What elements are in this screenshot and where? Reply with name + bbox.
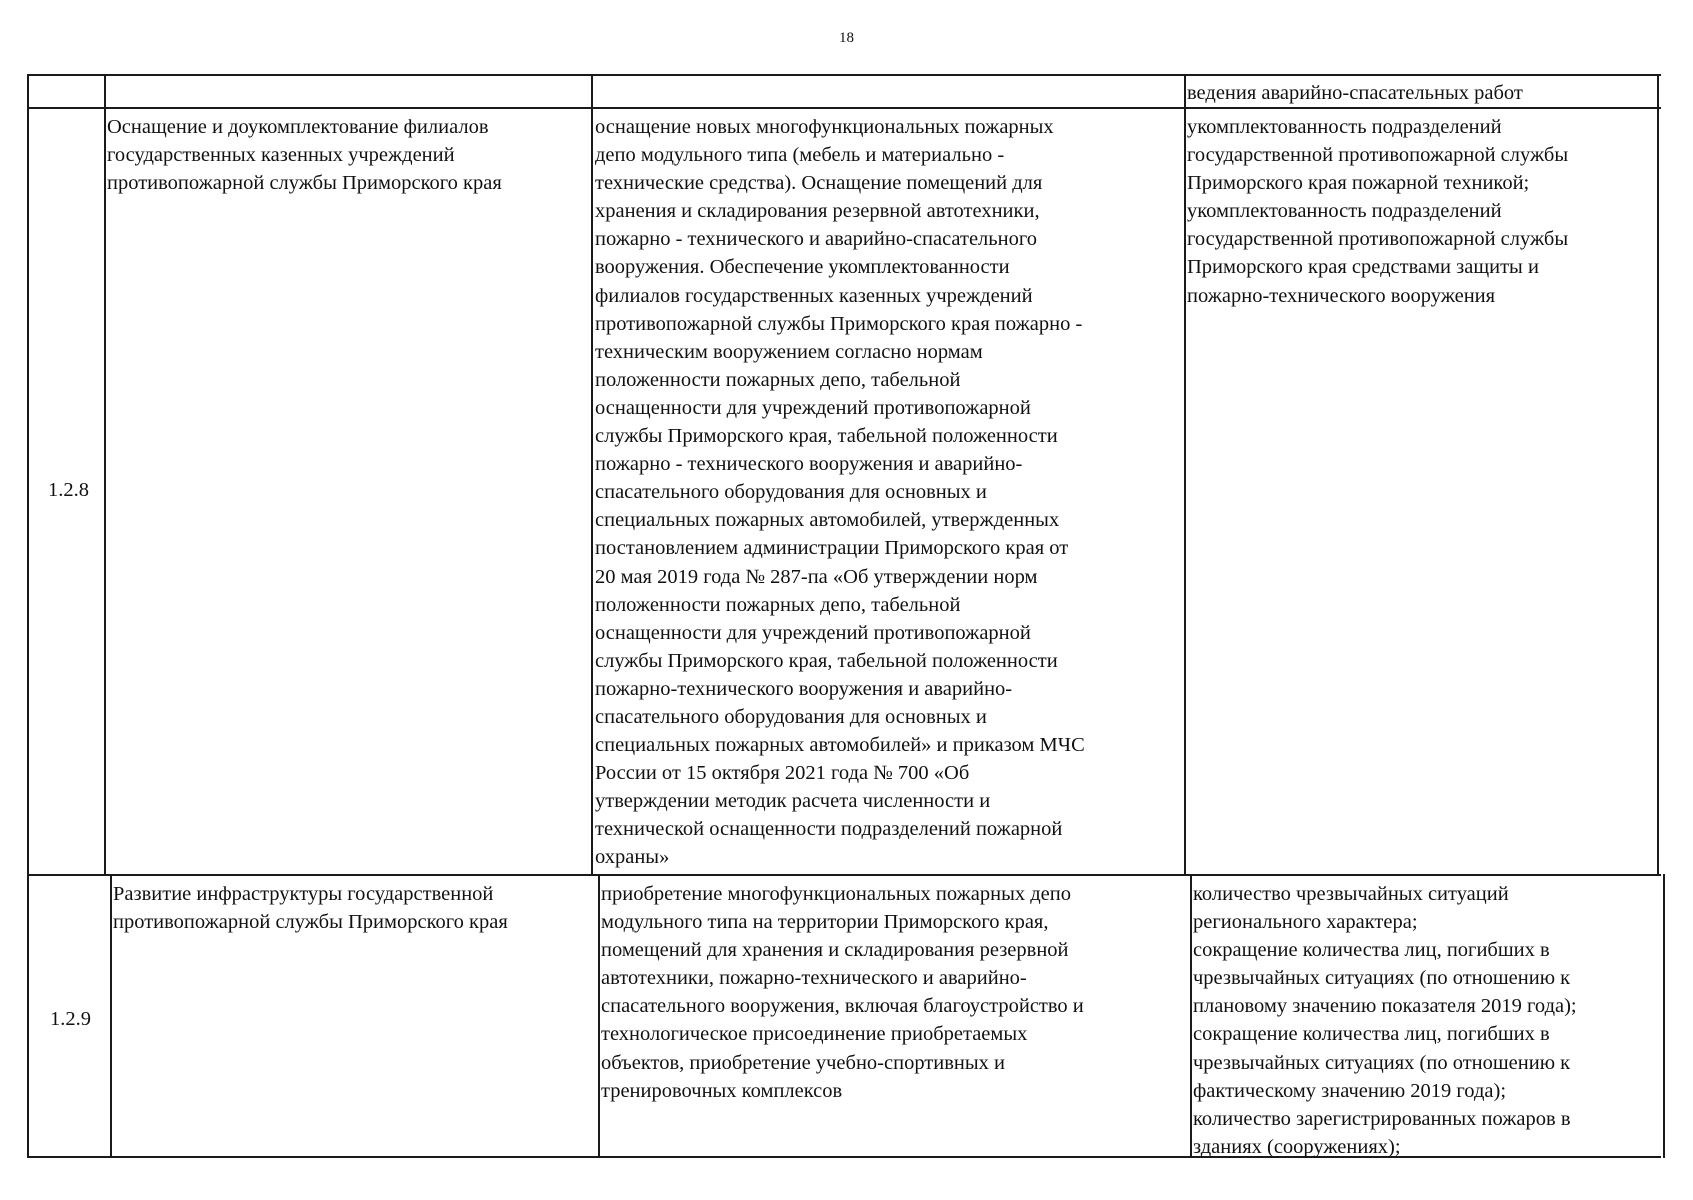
row-divider <box>27 107 1661 109</box>
row-number: 1.2.9 <box>50 1008 91 1030</box>
table-border-right <box>1657 74 1659 876</box>
activity-content: приобретение многофункциональных пожарных депо модульного типа на территории Приморского края, помещений для хранения и складирования резервной автотехники, пожарно-технического и аварийно- спасательного вооружения, включая благоустройство и технологическое присоединение приобретаемых объектов, приобретение учебно-спортивных и тренировочных комплексов <box>601 883 1084 1102</box>
row-number: 1.2.8 <box>48 479 89 501</box>
column-divider <box>1190 874 1192 1158</box>
page-number: 18 <box>839 30 854 46</box>
activity-indicators: укомплектованность подразделений государственной противопожарной службы Приморского края пожарной техникой; укомплектованность подразделений государственной противопожарной службы Приморского края средствами защиты и пожарно-технического вооружения <box>1187 116 1569 307</box>
column-divider <box>1184 74 1186 876</box>
row-continued-indicators: ведения аварийно-спасательных работ <box>1187 82 1523 104</box>
column-divider <box>104 74 106 876</box>
activity-name: Оснащение и доукомплектование филиалов государственных казенных учреждений противопожарной службы Приморского края <box>107 116 502 195</box>
table-border-left <box>27 74 29 1158</box>
activity-indicators: количество чрезвычайных ситуаций регионального характера; сокращение количества лиц, погибших в чрезвычайных ситуациях (по отношению к плановому значению показателя 2019 года); сокращение количества лиц, погибших в чрезвычайных ситуациях (по отношению к фактическому значению 2019 года); количество зарегистрированных пожаров в зданиях (сооружениях); <box>1193 883 1577 1158</box>
column-divider <box>598 874 600 1158</box>
table-border-right <box>1663 874 1665 1158</box>
column-divider <box>110 874 112 1158</box>
activity-name: Развитие инфраструктуры государственной противопожарной службы Приморского края <box>113 883 508 934</box>
column-divider <box>591 74 593 876</box>
row-divider <box>27 874 1661 876</box>
activity-content: оснащение новых многофункциональных пожарных депо модульного типа (мебель и материально - технические средства). Оснащение помещений для хранения и складирования резервной автотехники, пожарно - технического и аварийно-спасательного вооружения. Обеспечение укомплектованности филиалов государственных казенных учреждений противопожарной службы Приморского края пожарно - техническим вооружением согласно нормам положенности пожарных депо, табельной оснащенности для учреждений противопожарной службы Приморского края, табельной положенности пожарно - технического вооружения и аварийно- спасательного оборудования для основных и специальных пожарных автомобилей, утвержденных постановлением администрации Приморского края от 20 мая 2019 года № 287-па «Об утверждении норм положенности пожарных депо, табельной оснащенности для учреждений противопожарной службы Приморского края, табельной положенности пожарно-технического вооружения и аварийно- спасательного оборудования для основных и специальных пожарных автомобилей» и приказом МЧС России от 15 октября 2021 года № 700 «Об утверждении методик расчета численности и технической оснащенности подразделений пожарной охраны» <box>595 116 1085 869</box>
table-border-top <box>27 74 1661 76</box>
